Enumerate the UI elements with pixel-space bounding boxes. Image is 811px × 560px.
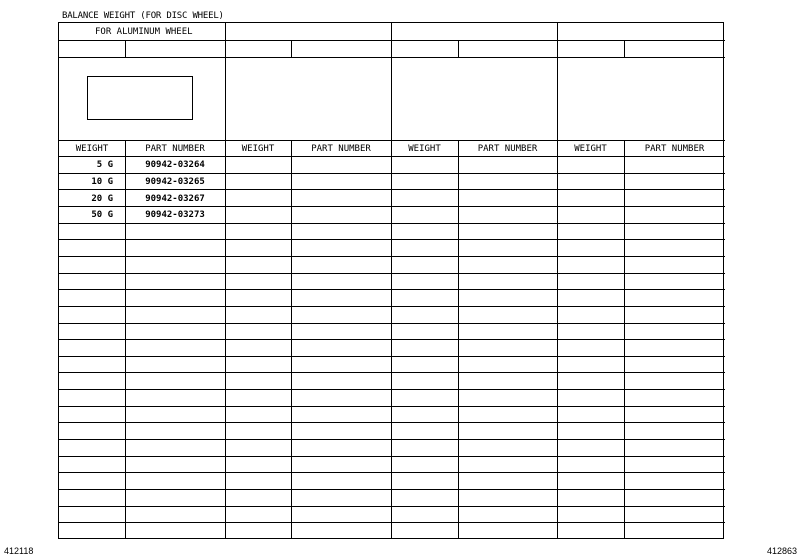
table-row-line [59,522,725,523]
table-row-line [59,506,725,507]
column-header-weight: WEIGHT [574,144,607,154]
table-row-line [59,472,725,473]
table-row-line [59,206,725,207]
table-row-line [59,422,725,423]
table-row-line [59,256,725,257]
table-row-line [59,189,725,190]
column-header-weight: WEIGHT [241,144,275,154]
weight-cell: 50 G [91,210,113,221]
header-divider [59,40,725,41]
weight-cell: 10 G [91,176,113,187]
column-divider [458,140,459,538]
group-divider [225,23,226,538]
table-row-line [59,406,725,407]
label-box [87,76,193,120]
table-row-line [59,389,725,390]
column-header-part-number: PART NUMBER [311,144,371,154]
table-row-line [59,289,725,290]
weight-cell: 5 G [96,160,113,171]
group-divider [557,23,558,538]
label-area-divider [59,140,725,141]
table-row-line [59,372,725,373]
group-divider [391,23,392,538]
table-row-line [59,489,725,490]
table-row-line [59,173,725,174]
table-row-line [59,223,725,224]
column-header-weight: WEIGHT [408,144,441,154]
table-row-line [59,323,725,324]
column-header-weight: WEIGHT [75,144,109,154]
subheader-cell-divider [624,40,625,57]
parts-table [58,22,724,539]
subheader-divider [59,57,725,58]
table-row-line [59,239,725,240]
document-title: BALANCE WEIGHT (FOR DISC WHEEL) [62,11,224,21]
table-row-line [59,339,725,340]
table-row-line [59,306,725,307]
part-number-cell: 90942-03273 [145,210,205,221]
table-row-line [59,273,725,274]
part-number-cell: 90942-03265 [145,176,205,187]
column-divider [291,140,292,538]
column-header-part-number: PART NUMBER [644,144,705,154]
column-divider [624,140,625,538]
column-header-divider [59,156,725,157]
footer-right-id: 412863 [767,546,798,556]
table-row-line [59,356,725,357]
weight-cell: 20 G [91,193,113,204]
section-header: FOR ALUMINUM WHEEL [95,27,193,37]
subheader-cell-divider [291,40,292,57]
table-row-line [59,439,725,440]
table-row-line [59,456,725,457]
footer-left-id: 412118 [4,546,34,556]
subheader-cell-divider [125,40,126,57]
column-header-part-number: PART NUMBER [477,144,538,154]
part-number-cell: 90942-03267 [145,193,205,204]
part-number-cell: 90942-03264 [145,160,205,171]
subheader-cell-divider [458,40,459,57]
column-header-part-number: PART NUMBER [145,144,205,154]
